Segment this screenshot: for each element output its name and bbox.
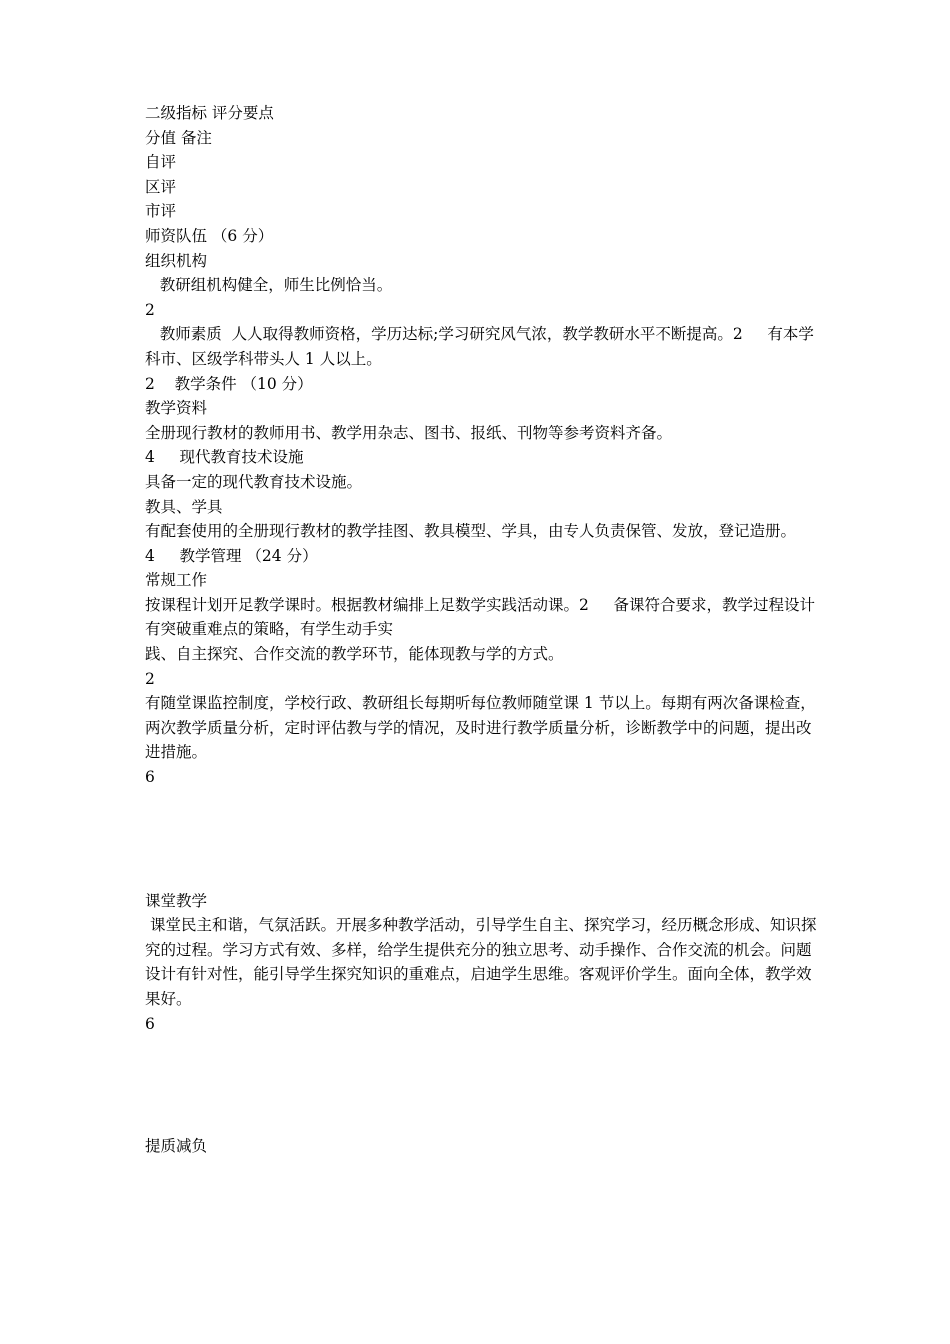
category-management: 4 教学管理 （24 分） [145, 546, 318, 565]
section-part2 [145, 889, 821, 1037]
item-routine-work-desc-cont: 践、自主探究、合作交流的教学环节，能体现教与学的方式。 [145, 645, 564, 664]
spacer [145, 790, 821, 889]
header-score-line: 分值 备注 [145, 128, 212, 147]
item-tech-facilities-desc: 具备一定的现代教育技术设施。 [145, 472, 363, 491]
item-teacher-quality: 教师素质 人人取得教师资格，学历达标;学习研究风气浓，教学教研水平不断提高。2 有本学科市、区级学科带头人 1 人以上。 [145, 325, 814, 368]
item-monitoring-score: 6 [145, 768, 155, 787]
item-classroom-score: 6 [145, 1014, 155, 1033]
spacer [145, 1036, 821, 1134]
document-body [145, 101, 821, 1159]
item-classroom-desc: 课堂民主和谐，气氛活跃。开展多种教学活动，引导学生自主、探究学习，经历概念形成、知识探究的过程。学习方式有效、多样，给学生提供充分的独立思考、动手操作、合作交流的机会。问题设计有针对性，能引导学生探究知识的重难点，启迪学生思维。客观评价学生。面向全体，教学效果好。 [145, 916, 817, 1008]
item-organization-score: 2 [145, 300, 155, 319]
header-district-eval: 区评 [145, 177, 177, 196]
item-organization-desc: 教研组机构健全，师生比例恰当。 [145, 276, 393, 295]
item-routine-work: 常规工作 [145, 571, 208, 590]
header-city-eval: 市评 [145, 202, 177, 221]
category-conditions: 2 教学条件 （10 分） [145, 374, 313, 393]
item-routine-work-score: 2 [145, 669, 155, 688]
item-quality-burden: 提质减负 [145, 1137, 208, 1156]
item-routine-work-desc: 按课程计划开足教学课时。根据教材编排上足数学实践活动课。2 备课符合要求，教学过程设计有突破重难点的策略，有学生动手实 [145, 595, 815, 639]
category-teachers: 师资队伍 （6 分） [145, 226, 274, 245]
item-monitoring-desc: 有随堂课监控制度，学校行政、教研组长每期听每位教师随堂课 1 节以上。每期有两次备课检查，两次教学质量分析，定时评估教与学的情况，及时进行教学质量分析，诊断教学中的问题，提出改进措施。 [145, 694, 816, 762]
item-classroom: 课堂教学 [145, 891, 208, 910]
item-tech-facilities: 4 现代教育技术设施 [145, 448, 304, 467]
header-self-eval: 自评 [145, 153, 177, 172]
item-materials-desc: 全册现行教材的教师用书、教学用杂志、图书、报纸、刊物等参考资料齐备。 [145, 423, 673, 442]
item-organization: 组织机构 [145, 251, 208, 270]
section-part1 [145, 101, 821, 790]
section-part3 [145, 1134, 821, 1159]
item-materials: 教学资料 [145, 399, 208, 418]
header-indicator-line: 二级指标 评分要点 [145, 104, 274, 122]
item-teaching-aids-desc: 有配套使用的全册现行教材的教学挂图、教具模型、学具，由专人负责保管、发放，登记造册。 [145, 522, 797, 541]
item-teaching-aids: 教具、学具 [145, 497, 223, 516]
